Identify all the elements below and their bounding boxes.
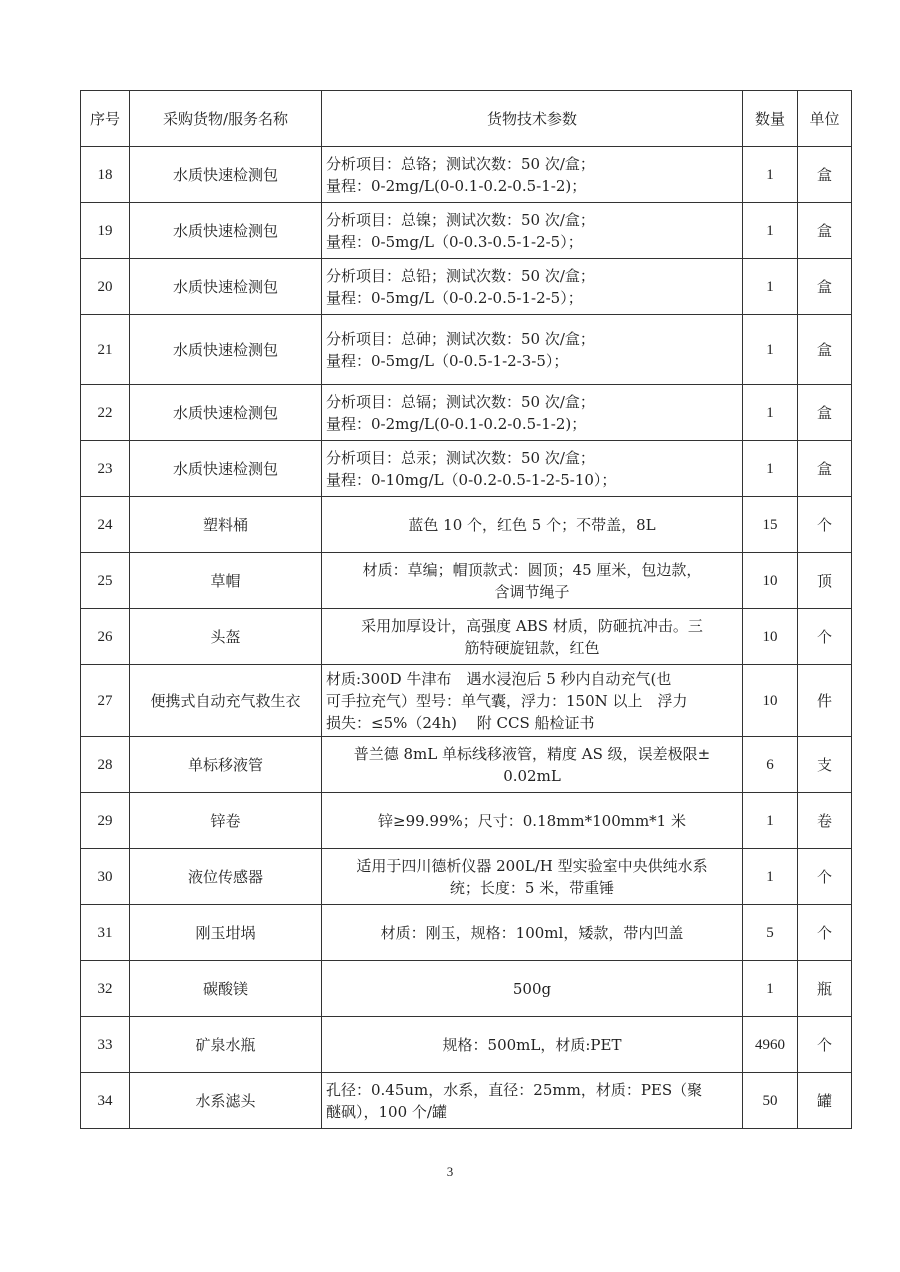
row-serial-number: 32 (81, 961, 130, 1017)
row-serial-number: 31 (81, 905, 130, 961)
row-technical-specs: 分析项目：总镉；测试次数：50 次/盒； 量程：0-2mg/L(0-0.1-0.2-0.5-1-2)； (322, 385, 743, 441)
row-technical-specs: 500g (322, 961, 743, 1017)
row-unit: 个 (798, 905, 852, 961)
row-item-name: 便携式自动充气救生衣 (130, 665, 322, 737)
row-unit: 个 (798, 609, 852, 665)
table-row (81, 1073, 852, 1129)
row-quantity: 5 (743, 905, 798, 961)
header-item-name: 采购货物/服务名称 (130, 91, 322, 147)
table-row (81, 1017, 852, 1073)
header-unit: 单位 (798, 91, 852, 147)
row-technical-specs: 普兰德 8mL 单标线移液管，精度 AS 级，误差极限± 0.02mL (322, 737, 743, 793)
row-serial-number: 18 (81, 147, 130, 203)
row-quantity: 4960 (743, 1017, 798, 1073)
row-quantity: 10 (743, 553, 798, 609)
row-serial-number: 30 (81, 849, 130, 905)
row-serial-number: 22 (81, 385, 130, 441)
table-row (81, 849, 852, 905)
row-unit: 个 (798, 849, 852, 905)
page-number: 3 (446, 1164, 454, 1179)
row-technical-specs: 锌≥99.99%；尺寸：0.18mm*100mm*1 米 (322, 793, 743, 849)
row-quantity: 10 (743, 665, 798, 737)
row-item-name: 水质快速检测包 (130, 259, 322, 315)
row-technical-specs: 材质:300D 牛津布 遇水浸泡后 5 秒内自动充气(也 可手拉充气）型号：单气囊，浮力：150N 以上 浮力 损失：≤5%（24h) 附 CCS 船检证书 (322, 665, 743, 737)
row-unit: 瓶 (798, 961, 852, 1017)
header-technical-specs: 货物技术参数 (322, 91, 743, 147)
row-item-name: 草帽 (130, 553, 322, 609)
row-serial-number: 19 (81, 203, 130, 259)
row-serial-number: 27 (81, 665, 130, 737)
row-unit: 件 (798, 665, 852, 737)
table-row (81, 793, 852, 849)
table-row (81, 203, 852, 259)
row-quantity: 6 (743, 737, 798, 793)
row-unit: 卷 (798, 793, 852, 849)
row-quantity: 1 (743, 315, 798, 385)
table-row (81, 259, 852, 315)
row-technical-specs: 材质：草编；帽顶款式：圆顶；45 厘米，包边款， 含调节绳子 (322, 553, 743, 609)
row-unit: 盒 (798, 385, 852, 441)
row-quantity: 1 (743, 203, 798, 259)
row-unit: 罐 (798, 1073, 852, 1129)
row-item-name: 液位传感器 (130, 849, 322, 905)
row-unit: 盒 (798, 147, 852, 203)
row-technical-specs: 蓝色 10 个，红色 5 个；不带盖，8L (322, 497, 743, 553)
row-serial-number: 33 (81, 1017, 130, 1073)
row-item-name: 水质快速检测包 (130, 441, 322, 497)
row-quantity: 1 (743, 385, 798, 441)
row-serial-number: 34 (81, 1073, 130, 1129)
table-row (81, 737, 852, 793)
row-unit: 支 (798, 737, 852, 793)
table-row (81, 553, 852, 609)
row-item-name: 矿泉水瓶 (130, 1017, 322, 1073)
table-row (81, 315, 852, 385)
row-serial-number: 25 (81, 553, 130, 609)
row-quantity: 1 (743, 147, 798, 203)
row-quantity: 1 (743, 961, 798, 1017)
row-technical-specs: 孔径：0.45um，水系，直径：25mm，材质：PES（聚 醚砜），100 个/罐 (322, 1073, 743, 1129)
row-quantity: 15 (743, 497, 798, 553)
row-quantity: 10 (743, 609, 798, 665)
table-row (81, 905, 852, 961)
table-row (81, 609, 852, 665)
row-serial-number: 21 (81, 315, 130, 385)
row-quantity: 1 (743, 259, 798, 315)
row-serial-number: 20 (81, 259, 130, 315)
row-serial-number: 24 (81, 497, 130, 553)
row-unit: 盒 (798, 441, 852, 497)
row-item-name: 锌卷 (130, 793, 322, 849)
header-quantity: 数量 (743, 91, 798, 147)
row-unit: 个 (798, 497, 852, 553)
row-technical-specs: 分析项目：总镍；测试次数：50 次/盒； 量程：0-5mg/L（0-0.3-0.5-1-2-5）； (322, 203, 743, 259)
row-quantity: 1 (743, 849, 798, 905)
procurement-table (80, 90, 852, 1129)
row-technical-specs: 规格：500mL，材质:PET (322, 1017, 743, 1073)
row-unit: 盒 (798, 315, 852, 385)
row-unit: 个 (798, 1017, 852, 1073)
row-unit: 顶 (798, 553, 852, 609)
table-row (81, 147, 852, 203)
row-item-name: 水质快速检测包 (130, 315, 322, 385)
row-technical-specs: 分析项目：总汞；测试次数：50 次/盒； 量程：0-10mg/L（0-0.2-0.5-1-2-5-10）； (322, 441, 743, 497)
table-row (81, 441, 852, 497)
table-row (81, 385, 852, 441)
row-item-name: 刚玉坩埚 (130, 905, 322, 961)
row-item-name: 碳酸镁 (130, 961, 322, 1017)
row-serial-number: 23 (81, 441, 130, 497)
row-item-name: 水质快速检测包 (130, 203, 322, 259)
row-technical-specs: 分析项目：总铅；测试次数：50 次/盒； 量程：0-5mg/L（0-0.2-0.5-1-2-5）； (322, 259, 743, 315)
header-serial-number: 序号 (81, 91, 130, 147)
row-technical-specs: 材质：刚玉，规格：100ml，矮款，带内凹盖 (322, 905, 743, 961)
table-row (81, 665, 852, 737)
table-row (81, 497, 852, 553)
row-quantity: 50 (743, 1073, 798, 1129)
row-unit: 盒 (798, 259, 852, 315)
table-row (81, 961, 852, 1017)
row-technical-specs: 分析项目：总铬；测试次数：50 次/盒； 量程：0-2mg/L(0-0.1-0.2-0.5-1-2)； (322, 147, 743, 203)
row-unit: 盒 (798, 203, 852, 259)
row-technical-specs: 采用加厚设计，高强度 ABS 材质，防砸抗冲击。三 筋特硬旋钮款，红色 (322, 609, 743, 665)
row-item-name: 水质快速检测包 (130, 147, 322, 203)
row-item-name: 水质快速检测包 (130, 385, 322, 441)
row-quantity: 1 (743, 793, 798, 849)
row-technical-specs: 适用于四川德析仪器 200L/H 型实验室中央供纯水系 统；长度：5 米，带重锤 (322, 849, 743, 905)
row-item-name: 头盔 (130, 609, 322, 665)
row-item-name: 塑料桶 (130, 497, 322, 553)
row-serial-number: 29 (81, 793, 130, 849)
row-quantity: 1 (743, 441, 798, 497)
row-serial-number: 28 (81, 737, 130, 793)
row-item-name: 单标移液管 (130, 737, 322, 793)
table-header-row (81, 91, 852, 147)
row-technical-specs: 分析项目：总砷；测试次数：50 次/盒； 量程：0-5mg/L（0-0.5-1-2-3-5）； (322, 315, 743, 385)
row-serial-number: 26 (81, 609, 130, 665)
row-item-name: 水系滤头 (130, 1073, 322, 1129)
